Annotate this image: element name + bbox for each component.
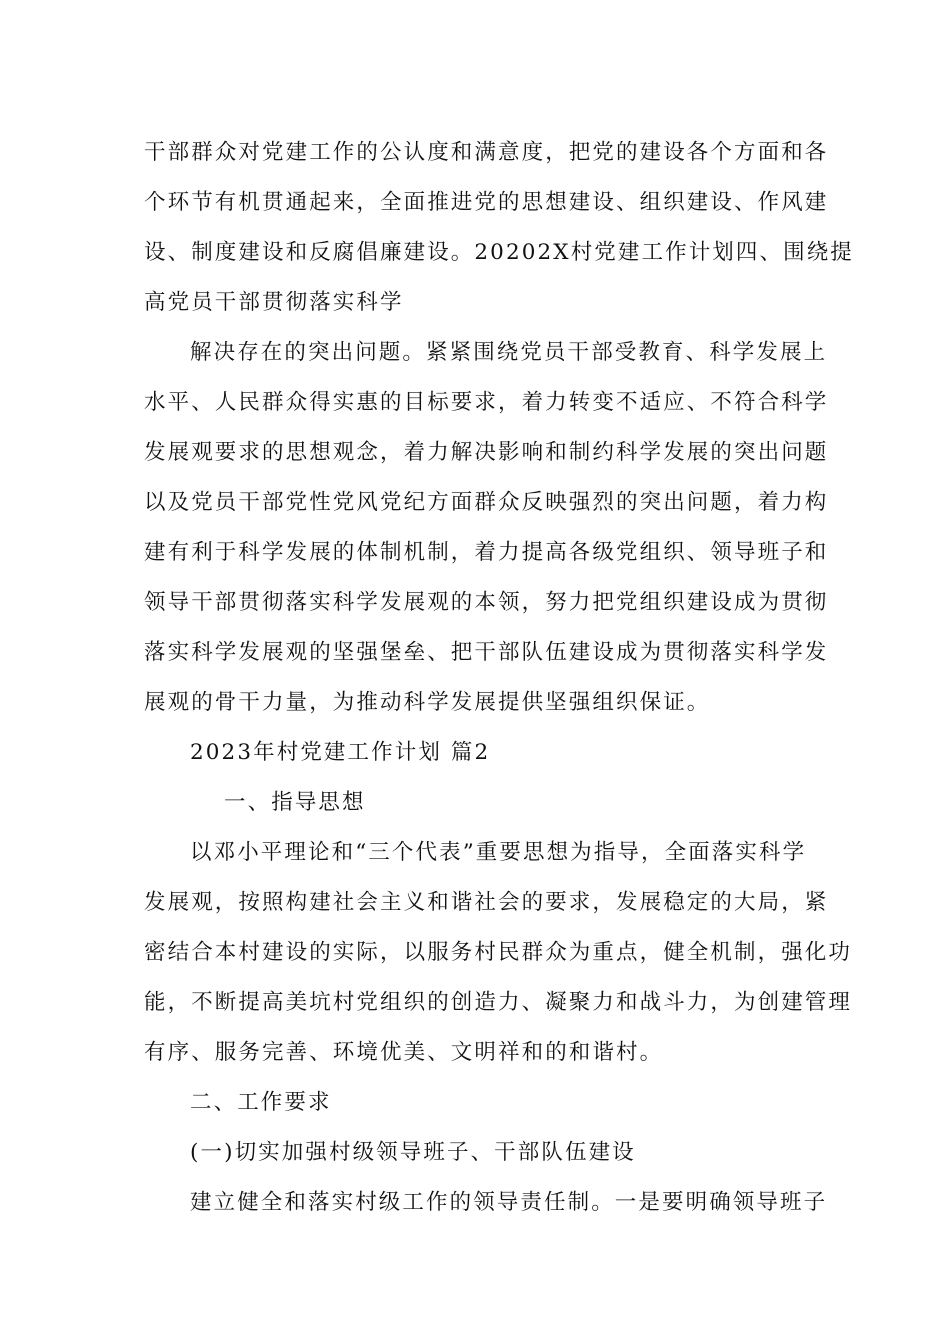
paragraph-3-line-1: 以邓小平理论和“三个代表”重要思想为指导，全面落实科学 <box>190 840 807 865</box>
paragraph-2-line-6: 领导干部贯彻落实科学发展观的本领，努力把党组织建设成为贯彻 <box>144 590 829 615</box>
paragraph-2-line-2: 水平、人民群众得实惠的目标要求，着力转变不适应、不符合科学 <box>144 390 829 415</box>
paragraph-3-line-5: 有序、服务完善、环境优美、文明祥和的和谐村。 <box>144 1040 664 1065</box>
heading-guiding-ideology: 一、指导思想 <box>224 790 366 815</box>
paragraph-4-line-1: 建立健全和落实村级工作的领导责任制。一是要明确领导班子 <box>190 1190 828 1215</box>
paragraph-1-line-3: 设、制度建设和反腐倡廉建设。20202X村党建工作计划四、围绕提 <box>144 240 854 265</box>
paragraph-2-line-4: 以及党员干部党性党风党纪方面群众反映强烈的突出问题，着力构 <box>144 490 829 515</box>
paragraph-1-line-1: 干部群众对党建工作的公认度和满意度，把党的建设各个方面和各 <box>144 140 829 165</box>
paragraph-1-line-4: 高党员干部贯彻落实科学 <box>144 290 404 315</box>
paragraph-2-line-7: 落实科学发展观的坚强堡垒、把干部队伍建设成为贯彻落实科学发 <box>144 640 829 665</box>
paragraph-3-line-2: 发展观，按照构建社会主义和谐社会的要求，发展稳定的大局，紧 <box>144 890 829 915</box>
paragraph-2-line-8: 展观的骨干力量，为推动科学发展提供坚强组织保证。 <box>144 690 711 715</box>
paragraph-2-line-1: 解决存在的突出问题。紧紧围绕党员干部受教育、科学发展上 <box>190 340 828 365</box>
paragraph-3-line-3: 密结合本村建设的实际，以服务村民群众为重点，健全机制，强化功 <box>144 940 853 965</box>
subheading-leadership-team: (一)切实加强村级领导班子、干部队伍建设 <box>190 1140 636 1165</box>
paragraph-1-line-2: 个环节有机贯通起来，全面推进党的思想建设、组织建设、作风建 <box>144 190 829 215</box>
paragraph-2-line-5: 建有利于科学发展的体制机制，着力提高各级党组织、领导班子和 <box>144 540 829 565</box>
paragraph-2-line-3: 发展观要求的思想观念，着力解决影响和制约科学发展的突出问题 <box>144 440 829 465</box>
heading-work-requirements: 二、工作要求 <box>190 1090 332 1115</box>
paragraph-3-line-4: 能，不断提高美坑村党组织的创造力、凝聚力和战斗力，为创建管理 <box>144 990 853 1015</box>
section-title: 2023年村党建工作计划 篇2 <box>190 740 491 765</box>
